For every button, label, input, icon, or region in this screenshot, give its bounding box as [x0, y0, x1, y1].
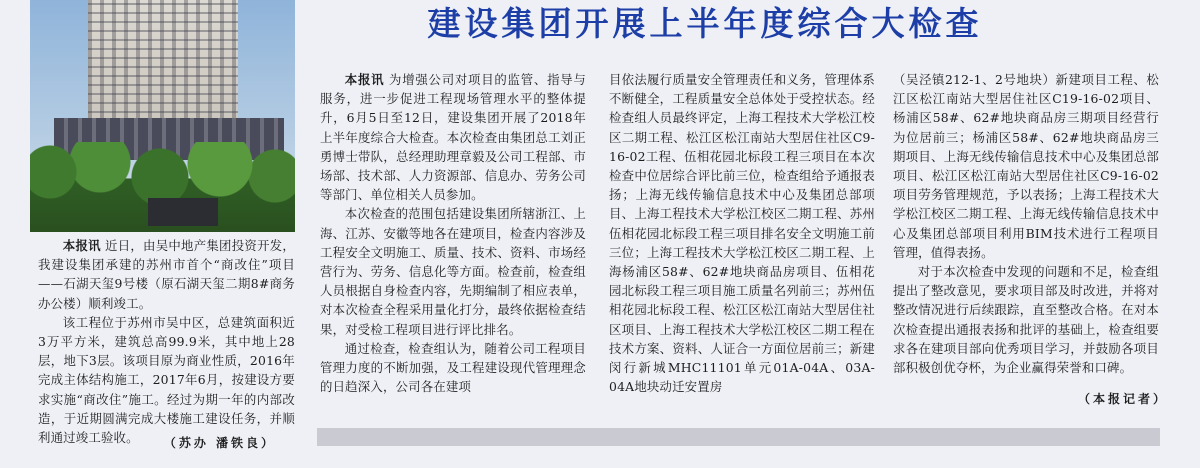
- left-article-lead: 本报讯: [62, 238, 101, 253]
- main-article-column-3: [893, 70, 1159, 377]
- left-article: [38, 236, 295, 447]
- main-article-paragraph-3a: 通过检查，检查组认为，随着公司工程项目管理力度的不断加强，及工程建设现代管理理念的日趋深入，公司各在建项: [320, 340, 586, 395]
- main-article-column-1: [320, 70, 586, 396]
- main-article-column-3-text-b: 对于本次检查中发现的问题和不足，检查组提出了整改意见，要求项目部及时改进，并将对整改情况进行后续跟踪，直至整改合格。在对本次检查提出通报表扬和批评的基础上，检查组要求各在建项目部向优秀项目学习，并鼓励各项目部积极创优夺杯，为企业赢得荣誉和口碑。: [893, 264, 1159, 376]
- main-article-paragraph-1: 为增强公司对项目的监管、指导与服务，进一步促进工程现场管理水平的整体提升，6月5日至12日，建设集团开展了2018年上半年度综合大检查。本次检查由集团总工刘正勇博士带队，总经理助理章毅及公司工程部、市场部、技术部、人力资源部、信息办、劳务公司等部门、单位相关人员参加。: [320, 72, 586, 203]
- bottom-divider-band: [317, 428, 1160, 446]
- main-article-paragraph-2: 本次检查的范围包括建设集团所辖浙江、上海、江苏、安徽等地各在建项目，检查内容涉及工程安全文明施工、质量、技术、资料、市场经营行为、劳务、信息化等方面。检查前，检查组人员根据自身检查内容，先期编制了相应表单，对本次检查全程采用量化打分，最终依据检查结果，对受检工程项目进行评比排名。: [320, 206, 586, 337]
- main-article-byline: （本报记者）: [1078, 392, 1169, 406]
- main-article-lead: 本报讯: [344, 72, 385, 87]
- headline: 建设集团开展上半年度综合大检查: [427, 4, 983, 43]
- main-article-column-2: [609, 70, 875, 396]
- building-photo: [30, 0, 295, 232]
- left-article-paragraph-2: 该工程位于苏州市吴中区，总建筑面积近3万平方米，建筑总高99.9米，其中地上28层，地下3层。该项目原为商业性质，2016年完成主体结构施工，2017年6月，按建设方要求实施“商改住”施工。经过为期一年的内部改造，于近期圆满完成大楼施工建设任务，并顺利通过竣工验收。: [38, 314, 295, 446]
- main-article-column-3-text-a: （吴泾镇212-1、2号地块）新建项目工程、松江区松江南站大型居住社区C19-16-02项目、杨浦区58#、62#地块商品房三期项目经营行为位居前三；杨浦区58#、62#地块商品房三期项目、上海无线传输信息技术中心及集团总部项目、松江区松江南站大型居住社区C9-16-02项目劳务管理规范，予以表扬；上海工程技术大学松江校区二期工程、上海无线传输信息技术中心及集团总部项目利用BIM技术进行工程项目管理，值得表扬。: [893, 72, 1159, 260]
- main-article-column-2-text: 目依法履行质量安全管理责任和义务，管理体系不断健全，工程质量安全总体处于受控状态。经检查组人员最终评定，上海工程技术大学松江校区二期工程、松江区松江南站大型居住社区C9-16-02工程、伍相花园北标段工程三项目在本次检查中位居综合评比前三位，检查组给予通报表扬；上海无线传输信息技术中心及集团总部项目、上海工程技术大学松江校区二期工程、苏州伍相花园北标段工程三项目排名安全文明施工前三位；上海工程技术大学松江校区二期工程、上海杨浦区58#、62#地块商品房项目、伍相花园北标段工程三项目施工质量名列前三；苏州伍相花园北标段工程、松江区松江南站大型居住社区项目、上海工程技术大学松江校区二期工程在技术方案、资料、人证合一方面位居前三；新建闵行新城MHC11101单元01A-04A、03A-04A地块动迁安置房: [609, 72, 875, 395]
- left-article-byline: （苏办 潘铁良）: [163, 436, 276, 450]
- ground-structure: [148, 198, 218, 226]
- left-article-body: 近日，由吴中地产集团投资开发，我建设集团承建的苏州市首个“商改住”项目——石湖天玺9号楼（原石湖天玺二期8#商务办公楼）顺利竣工。: [38, 238, 295, 311]
